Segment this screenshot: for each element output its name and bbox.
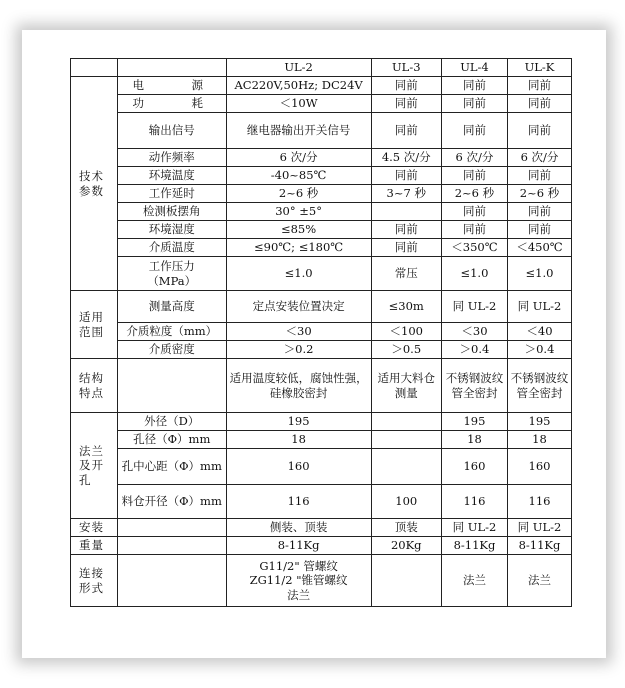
table-row (71, 291, 572, 323)
cell: 160 (508, 449, 572, 485)
cell: 同前 (441, 167, 507, 185)
cell: 8-11Kg (441, 537, 507, 555)
param-label: 测量高度 (117, 291, 226, 323)
cell: 法兰 (508, 555, 572, 607)
cell: ≤85% (226, 221, 371, 239)
table-row (71, 113, 572, 149)
cell: 顶装 (371, 519, 441, 537)
table-row (71, 413, 572, 431)
param-label: 孔径（Φ）mm (117, 431, 226, 449)
cell: 6 次/分 (508, 149, 572, 167)
cell: ＜30 (441, 323, 507, 341)
param-label: 环境温度 (117, 167, 226, 185)
cell (371, 431, 441, 449)
cell: 2~6 秒 (226, 185, 371, 203)
header-cell (117, 59, 226, 77)
cell (371, 555, 441, 607)
cell: 同前 (441, 95, 507, 113)
cell: 116 (441, 485, 507, 519)
header-cell: UL-2 (226, 59, 371, 77)
cell: 160 (441, 449, 507, 485)
cell: 同 UL-2 (441, 291, 507, 323)
param-label: 外径（D） (117, 413, 226, 431)
table-row (71, 485, 572, 519)
cell: 8-11Kg (508, 537, 572, 555)
cell: 195 (441, 413, 507, 431)
table-row (71, 341, 572, 359)
header-cell: UL-3 (371, 59, 441, 77)
cell: 同前 (371, 167, 441, 185)
cell (371, 203, 441, 221)
param-label: 工作延时 (117, 185, 226, 203)
cell: 20Kg (371, 537, 441, 555)
cell: ＜100 (371, 323, 441, 341)
cell: AC220V,50Hz; DC24V (226, 77, 371, 95)
cell: 30° ±5° (226, 203, 371, 221)
cell: ≤30m (371, 291, 441, 323)
group-label-install: 安装 (71, 519, 118, 537)
table-row (71, 167, 572, 185)
cell (117, 519, 226, 537)
group-label-connect: 连接 形式 (71, 555, 118, 607)
param-label: 环境湿度 (117, 221, 226, 239)
cell: ＞0.4 (508, 341, 572, 359)
cell: 195 (226, 413, 371, 431)
cell: ＞0.4 (441, 341, 507, 359)
header-cell (71, 59, 118, 77)
cell: 3~7 秒 (371, 185, 441, 203)
cell: 同 UL-2 (508, 519, 572, 537)
header-cell: UL-4 (441, 59, 507, 77)
cell: ≤1.0 (441, 257, 507, 291)
cell: 195 (508, 413, 572, 431)
cell (371, 413, 441, 431)
table-row (71, 149, 572, 167)
table-row (71, 519, 572, 537)
cell: ＜40 (508, 323, 572, 341)
cell: 继电器输出开关信号 (226, 113, 371, 149)
group-label-scope: 适用 范围 (71, 291, 118, 359)
table-row (71, 95, 572, 113)
table-row (71, 537, 572, 555)
cell: 不锈钢波纹管全密封 (441, 359, 507, 413)
cell (117, 537, 226, 555)
cell: 常压 (371, 257, 441, 291)
table-row (71, 257, 572, 291)
cell: 同 UL-2 (508, 291, 572, 323)
group-label-structure: 结构 特点 (71, 359, 118, 413)
param-label: 料仓开径（Φ）mm (117, 485, 226, 519)
cell: -40~85℃ (226, 167, 371, 185)
cell: ≤1.0 (226, 257, 371, 291)
cell: ≤90℃; ≤180℃ (226, 239, 371, 257)
table-row (71, 359, 572, 413)
table-row (71, 203, 572, 221)
cell: ＜350℃ (441, 239, 507, 257)
param-label: 介质密度 (117, 341, 226, 359)
cell: 2~6 秒 (508, 185, 572, 203)
cell: 18 (441, 431, 507, 449)
cell: 法兰 (441, 555, 507, 607)
table-row (71, 449, 572, 485)
cell: ＜30 (226, 323, 371, 341)
table-row (71, 323, 572, 341)
cell (117, 555, 226, 607)
cell: 同前 (371, 221, 441, 239)
cell: 116 (226, 485, 371, 519)
cell: 同前 (371, 239, 441, 257)
cell: 18 (508, 431, 572, 449)
cell: 同前 (371, 77, 441, 95)
table-row (71, 185, 572, 203)
cell: 同前 (441, 221, 507, 239)
cell: ≤1.0 (508, 257, 572, 291)
cell: G11/2" 管螺纹 ZG11/2 "锥管螺纹 法兰 (226, 555, 371, 607)
cell: 定点安装位置决定 (226, 291, 371, 323)
cell: 8-11Kg (226, 537, 371, 555)
spec-document (52, 58, 574, 607)
table-row (71, 555, 572, 607)
table-row (71, 239, 572, 257)
cell: 同 UL-2 (441, 519, 507, 537)
cell: 同前 (441, 113, 507, 149)
cell: 同前 (508, 203, 572, 221)
cell: ＞0.5 (371, 341, 441, 359)
cell: 160 (226, 449, 371, 485)
cell (117, 359, 226, 413)
param-label: 介质粒度（mm） (117, 323, 226, 341)
cell: 同前 (508, 221, 572, 239)
cell: ＞0.2 (226, 341, 371, 359)
cell: 18 (226, 431, 371, 449)
table-row (71, 221, 572, 239)
cell: 同前 (441, 77, 507, 95)
cell: 同前 (508, 95, 572, 113)
param-label: 动作频率 (117, 149, 226, 167)
group-label-tech: 技术 参数 (71, 77, 118, 291)
group-label-weight: 重量 (71, 537, 118, 555)
cell: 2~6 秒 (441, 185, 507, 203)
cell: 4.5 次/分 (371, 149, 441, 167)
cell: 116 (508, 485, 572, 519)
cell: 6 次/分 (226, 149, 371, 167)
header-row (71, 59, 572, 77)
cell: 侧装、顶装 (226, 519, 371, 537)
param-label: 孔中心距（Φ）mm (117, 449, 226, 485)
cell: 100 (371, 485, 441, 519)
cell: ＜10W (226, 95, 371, 113)
param-label: 工作压力 （MPa） (117, 257, 226, 291)
param-label: 功 耗 (117, 95, 226, 113)
group-label-flange: 法兰 及开 孔 (71, 413, 118, 519)
cell: 同前 (371, 113, 441, 149)
cell: 同前 (508, 167, 572, 185)
table-row (71, 431, 572, 449)
cell: 同前 (371, 95, 441, 113)
cell: 6 次/分 (441, 149, 507, 167)
header-cell: UL-K (508, 59, 572, 77)
cell: 不锈钢波纹管全密封 (508, 359, 572, 413)
cell: ＜450℃ (508, 239, 572, 257)
cell: 同前 (508, 113, 572, 149)
cell: 适用温度较低，腐蚀性强，硅橡胶密封 (226, 359, 371, 413)
cell: 适用大料仓测量 (371, 359, 441, 413)
param-label: 电 源 (117, 77, 226, 95)
cell: 同前 (508, 77, 572, 95)
param-label: 检测板摆角 (117, 203, 226, 221)
param-label: 输出信号 (117, 113, 226, 149)
table-row (71, 77, 572, 95)
spec-table (70, 58, 572, 607)
cell: 同前 (441, 203, 507, 221)
cell (371, 449, 441, 485)
param-label: 介质温度 (117, 239, 226, 257)
